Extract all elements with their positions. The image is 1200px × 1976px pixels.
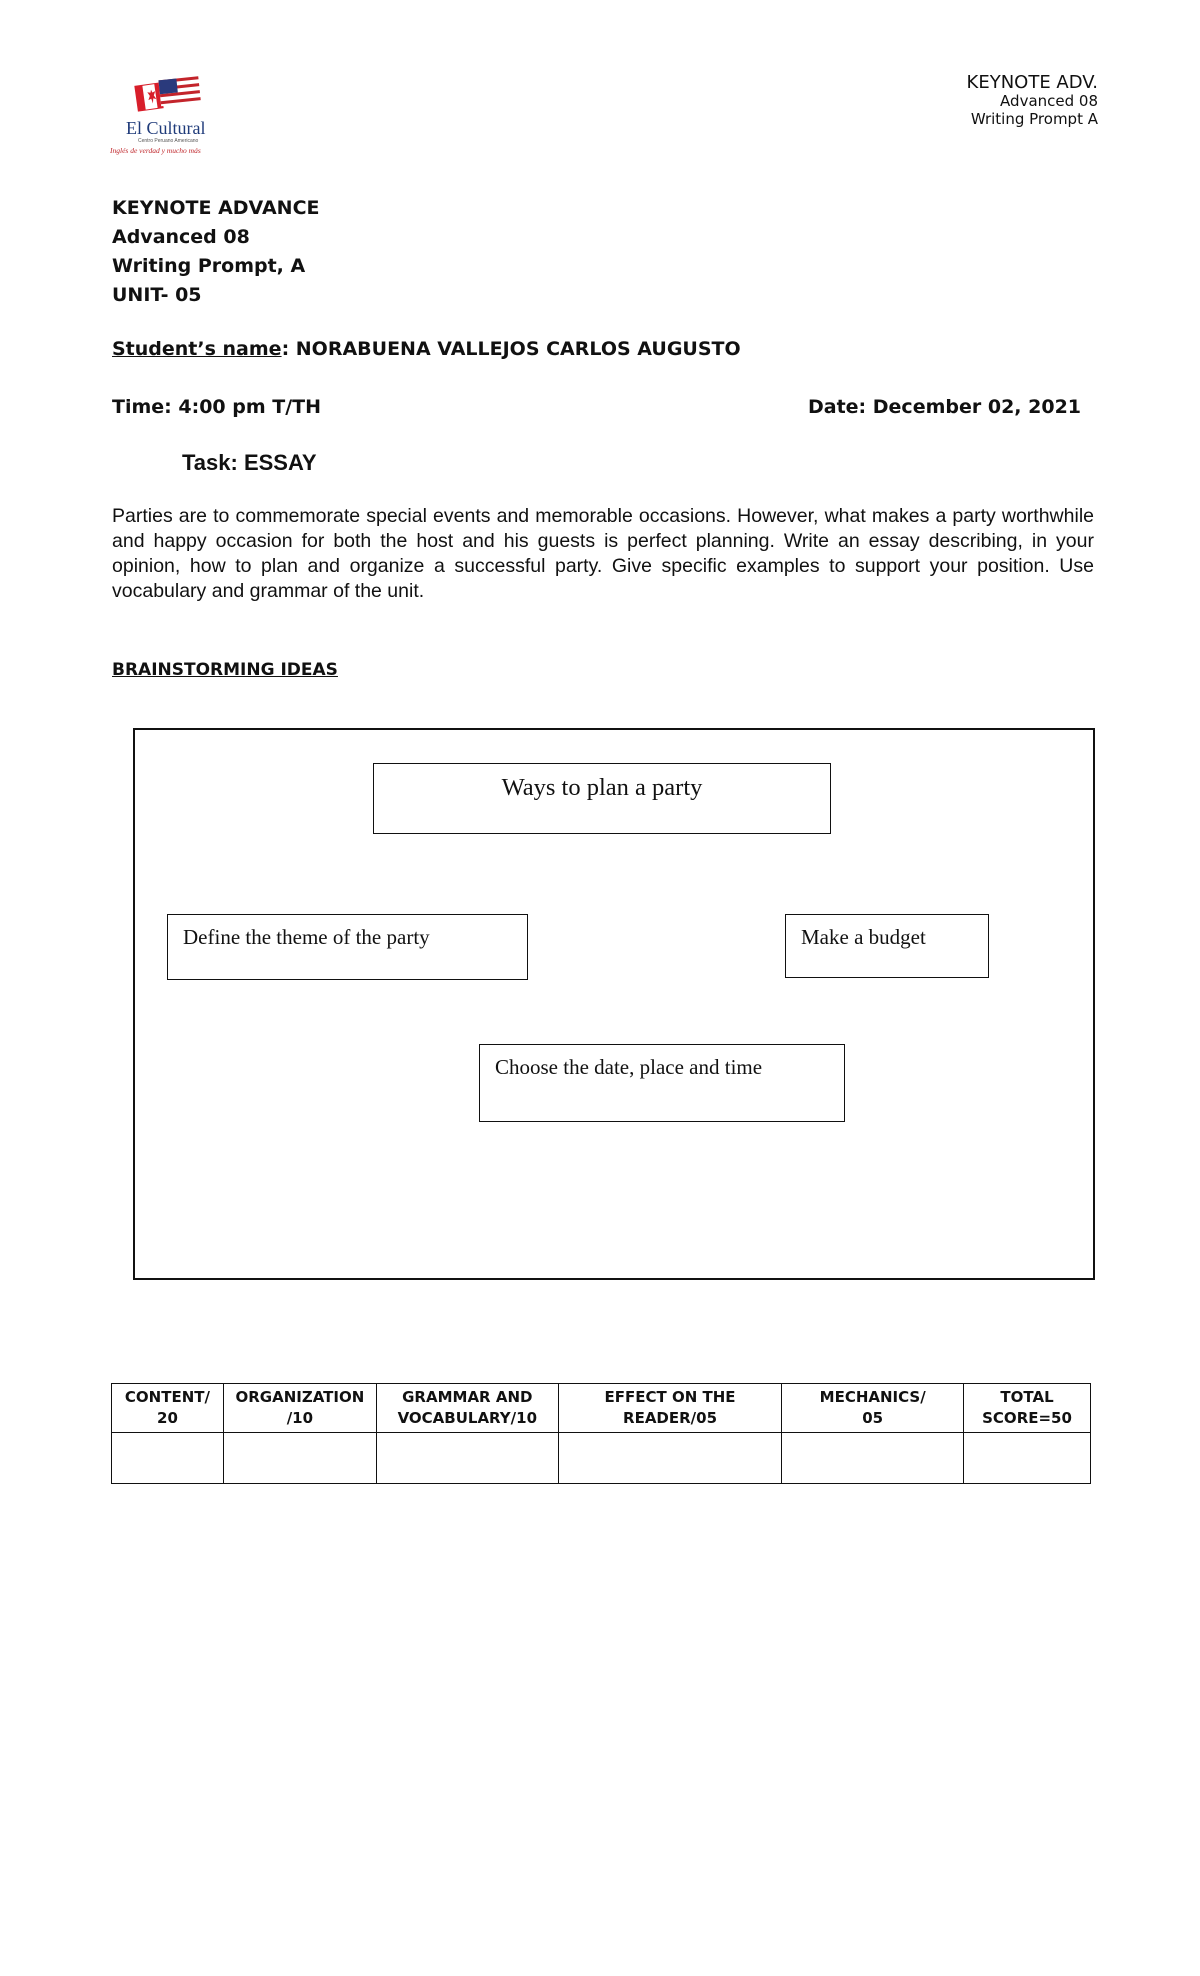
score-total-cell bbox=[964, 1433, 1091, 1484]
class-time: Time: 4:00 pm T/TH bbox=[112, 396, 322, 418]
rubric-header-organization: ORGANIZATION /10 bbox=[223, 1384, 376, 1433]
brainstorm-idea-theme: Define the theme of the party bbox=[167, 914, 528, 980]
scoring-rubric-table bbox=[111, 1383, 1091, 1484]
score-organization-cell bbox=[223, 1433, 376, 1484]
essay-prompt: Parties are to commemorate special events and memorable occasions. However, what makes a party worthwhile and happy occasion for both the host and his guests is perfect planning. Write an essay describing, in your opinion, how to plan and organize a successful party. Give specific examples to support your position. Use vocabulary and grammar of the unit. bbox=[112, 505, 1094, 602]
score-content-cell bbox=[112, 1433, 224, 1484]
rubric-header-mechanics: MECHANICS/ 05 bbox=[782, 1384, 964, 1433]
rubric-header-effect: EFFECT ON THE READER/05 bbox=[558, 1384, 782, 1433]
student-name-label: Student’s name bbox=[112, 338, 282, 360]
header-level: Advanced 08 bbox=[1000, 92, 1098, 111]
flags-icon bbox=[134, 74, 204, 116]
header-course: KEYNOTE ADV. bbox=[966, 72, 1098, 93]
logo-subtitle: Centro Peruano Americano bbox=[138, 138, 199, 144]
title-level: Advanced 08 bbox=[112, 226, 250, 248]
rubric-header-row bbox=[112, 1384, 1091, 1433]
logo-tagline: Inglés de verdad y mucho más bbox=[110, 146, 201, 155]
score-mechanics-cell bbox=[782, 1433, 964, 1484]
title-unit: UNIT- 05 bbox=[112, 284, 202, 306]
logo-brand: El Cultural bbox=[126, 118, 206, 138]
brainstorm-main-idea: Ways to plan a party bbox=[373, 763, 831, 834]
rubric-header-content: CONTENT/ 20 bbox=[112, 1384, 224, 1433]
rubric-header-total: TOTAL SCORE=50 bbox=[964, 1384, 1091, 1433]
task-title: Task: ESSAY bbox=[182, 450, 317, 475]
title-prompt: Writing Prompt, A bbox=[112, 255, 306, 277]
student-name-value: NORABUENA VALLEJOS CARLOS AUGUSTO bbox=[295, 338, 741, 360]
page-header bbox=[967, 72, 1098, 129]
header-prompt: Writing Prompt A bbox=[970, 109, 1098, 128]
el-cultural-logo bbox=[110, 72, 230, 160]
rubric-score-row bbox=[112, 1433, 1091, 1484]
score-grammar-cell bbox=[376, 1433, 558, 1484]
title-block bbox=[112, 194, 320, 310]
rubric-header-grammar: GRAMMAR AND VOCABULARY/10 bbox=[376, 1384, 558, 1433]
student-name-separator: : bbox=[281, 338, 296, 360]
brainstorm-idea-date: Choose the date, place and time bbox=[479, 1044, 845, 1122]
score-effect-cell bbox=[558, 1433, 782, 1484]
brainstorm-heading: BRAINSTORMING IDEAS bbox=[112, 660, 338, 680]
student-name-line bbox=[112, 338, 741, 360]
class-date: Date: December 02, 2021 bbox=[808, 396, 1082, 418]
title-course: KEYNOTE ADVANCE bbox=[112, 197, 320, 219]
brainstorm-idea-budget: Make a budget bbox=[785, 914, 989, 978]
